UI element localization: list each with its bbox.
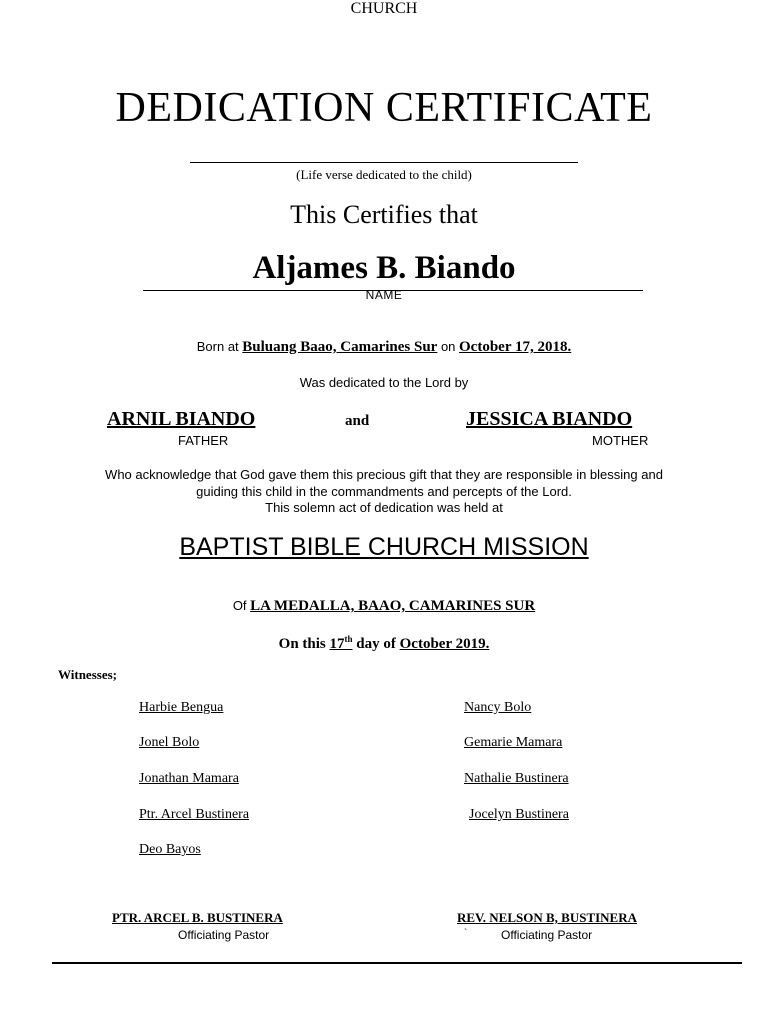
witness-right-2: Gemarie Mamara <box>464 735 563 750</box>
ceremony-month-year: October 2019. <box>399 636 490 652</box>
ceremony-mid: day of <box>352 636 400 652</box>
witness-left-1: Harbie Bengua <box>139 700 224 715</box>
witnesses-label: Witnesses; <box>58 667 117 682</box>
ceremony-date-line <box>0 634 768 653</box>
paragraph-line-3: This solemn act of dedication was held at <box>265 500 503 515</box>
father-name: ARNIL BIANDO <box>107 408 256 430</box>
church-caption: CHURCH <box>350 0 418 17</box>
life-verse-caption: (Life verse dedicated to the child) <box>296 167 472 182</box>
bottom-rule <box>52 962 742 964</box>
paragraph-line-2: guiding this child in the commandments and percepts of the Lord. <box>196 483 572 499</box>
witness-left-5: Deo Bayos <box>139 842 201 857</box>
child-name: Aljames B. Biando <box>252 250 516 286</box>
location-prefix: Of <box>232 598 251 613</box>
witness-left-3: Jonathan Mamara <box>139 771 239 786</box>
certifies-text: This Certifies that <box>290 200 478 229</box>
witness-right-1: Nancy Bolo <box>464 700 532 715</box>
stray-mark: ` <box>464 928 468 939</box>
name-caption: NAME <box>365 288 403 302</box>
pastor-left-caption: Officiating Pastor <box>178 928 270 942</box>
paragraph-line-1: Who acknowledge that God gave them this precious gift that they are responsible in blessing and <box>105 467 663 482</box>
and-text: and <box>345 413 370 429</box>
father-caption: FATHER <box>178 433 229 448</box>
witness-right-3: Nathalie Bustinera <box>464 771 569 786</box>
birth-line <box>0 339 768 356</box>
witness-left-2: Jonel Bolo <box>139 735 200 750</box>
church-name: BAPTIST BIBLE CHURCH MISSION <box>179 533 589 561</box>
pastor-right-name: REV. NELSON B, BUSTINERA <box>457 910 638 925</box>
life-verse-line <box>190 162 578 163</box>
mother-name: JESSICA BIANDO <box>466 408 633 430</box>
dedicated-text: Was dedicated to the Lord by <box>299 375 469 390</box>
ceremony-day: 17 <box>329 636 345 652</box>
birth-date: October 17, 2018. <box>459 339 572 355</box>
pastor-right-caption: Officiating Pastor <box>501 928 593 942</box>
witness-left-4: Ptr. Arcel Bustinera <box>139 807 250 822</box>
ceremony-prefix: On this <box>278 636 330 652</box>
pastor-left-name: PTR. ARCEL B. BUSTINERA <box>112 910 283 925</box>
witness-right-4: Jocelyn Bustinera <box>469 807 569 822</box>
born-mid: on <box>437 339 460 354</box>
certificate-title: DEDICATION CERTIFICATE <box>115 85 653 131</box>
ceremony-day-suffix: th <box>344 634 353 644</box>
acknowledgement-paragraph <box>0 467 768 517</box>
birth-place: Buluang Baao, Camarines Sur <box>242 339 438 355</box>
location-place: LA MEDALLA, BAAO, CAMARINES SUR <box>250 598 536 614</box>
born-prefix: Born at <box>196 339 243 354</box>
location-line <box>0 598 768 615</box>
mother-caption: MOTHER <box>592 433 649 448</box>
